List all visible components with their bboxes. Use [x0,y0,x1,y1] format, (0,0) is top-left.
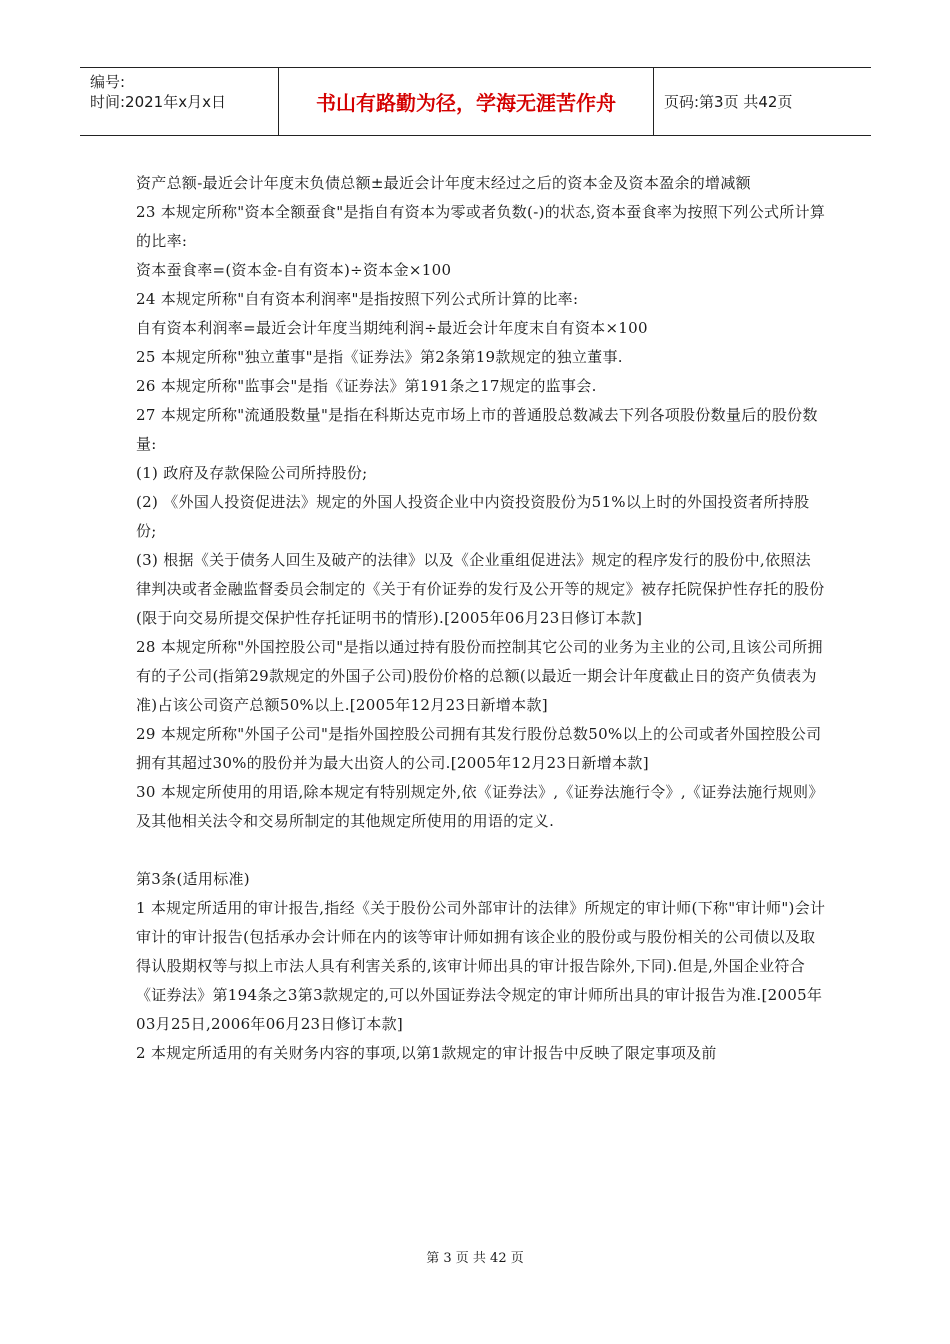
paragraph: 1 本规定所适用的审计报告,指经《关于股份公司外部审计的法律》所规定的审计师(下称"审计师")会计审计的审计报告(包括承办会计师在内的该等审计师如拥有该企业的股份或与股份相关的公司债以及取得认股期权等与拟上市法人具有利害关系的,该审计师出具的审计报告除外,下同).但是,外国企业符合《证券法》第194条之3第3款规定的,可以外国证券法令规定的审计师所出具的审计报告为准.[2005年03月25日,2006年06月23日修订本款] [136,899,826,1033]
section-title: 第3条(适用标准) [136,870,250,888]
header-meta [80,68,279,135]
list-item: (1) 政府及存款保险公司所持股份; [136,464,368,482]
list-item: (3) 根据《关于债务人回生及破产的法律》以及《企业重组促进法》规定的程序发行的股份中,依照法律判决或者金融监督委员会制定的《关于有价证券的发行及公开等的规定》被存托院保护性存托的股份(限于向交易所提交保护性存托证明书的情形).[2005年06月23日修订本款] [136,551,825,627]
page-header [80,67,871,136]
paragraph: 28 本规定所称"外国控股公司"是指以通过持有股份而控制其它公司的业务为主业的公司,且该公司所拥有的子公司(指第29款规定的外国子公司)股份价格的总额(以最近一期会计年度截止日的资产负债表为准)占该公司资产总额50%以上.[2005年12月23日新增本款] [136,638,823,714]
paragraph: 27 本规定所称"流通股数量"是指在科斯达克市场上市的普通股总数减去下列各项股份数量后的股份数量: [136,406,818,453]
document-body [136,169,826,1068]
formula: 资本蚕食率=(资本金-自有资本)÷资本金×100 [136,261,452,279]
paragraph: 29 本规定所称"外国子公司"是指外国控股公司拥有其发行股份总数50%以上的公司或者外国控股公司拥有其超过30%的股份并为最大出资人的公司.[2005年12月23日新增本款] [136,725,822,772]
list-item: (2) 《外国人投资促进法》规定的外国人投资企业中内资投资股份为51%以上时的外国投资者所持股份; [136,493,810,540]
formula: 自有资本利润率=最近会计年度当期纯利润÷最近会计年度末自有资本×100 [136,319,648,337]
paragraph: 25 本规定所称"独立董事"是指《证券法》第2条第19款规定的独立董事. [136,348,623,366]
paragraph: 30 本规定所使用的用语,除本规定有特别规定外,依《证券法》,《证券法施行令》,《证券法施行规则》及其他相关法令和交易所制定的其他规定所使用的用语的定义. [136,783,824,830]
document-date: 时间:2021年x月x日 [90,93,226,111]
paragraph: 资产总额-最近会计年度末负债总额±最近会计年度末经过之后的资本金及资本盈余的增减额 [136,174,751,192]
header-page-number: 页码:第3页 共42页 [664,93,793,111]
paragraph: 23 本规定所称"资本全额蚕食"是指自有资本为零或者负数(-)的状态,资本蚕食率为按照下列公式所计算的比率: [136,203,826,250]
paragraph: 2 本规定所适用的有关财务内容的事项,以第1款规定的审计报告中反映了限定事项及前 [136,1044,717,1062]
page-footer: 第 3 页 共 42 页 [426,1251,524,1266]
paragraph: 26 本规定所称"监事会"是指《证券法》第191条之17规定的监事会. [136,377,597,395]
spacer [136,836,826,865]
document-number: 编号: [90,73,126,91]
paragraph: 24 本规定所称"自有资本利润率"是指按照下列公式所计算的比率: [136,290,579,308]
header-motto: 书山有路勤为径，学海无涯苦作舟 [279,68,654,135]
